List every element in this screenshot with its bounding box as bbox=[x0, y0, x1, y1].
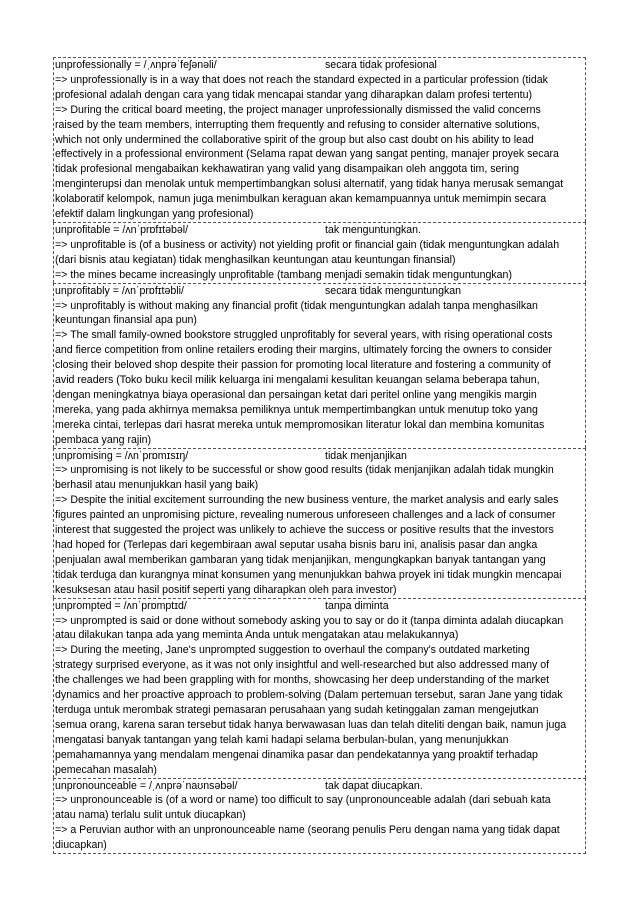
entry-header bbox=[55, 223, 584, 238]
dictionary-entry bbox=[53, 57, 586, 222]
entry-line: terduga untuk merombak strategi pemasaran perusahaan yang sudah ketinggalan zaman mengejutkan bbox=[55, 703, 539, 716]
entry-line: pembaca yang rajin) bbox=[55, 433, 151, 446]
entry-line: => unpronounceable is (of a word or name) too difficult to say (unpronounceable adalah (dari sebuah kata bbox=[55, 794, 551, 807]
entry-line: interest that suggested the project was unlikely to achieve the success or positive results that the investors bbox=[55, 524, 554, 537]
entry-line: atau dilakukan tanpa ada yang meminta Anda untuk mengatakan atau melakukannya) bbox=[55, 629, 459, 642]
entry-line: => unpromising is not likely to be successful or show good results (tidak menjanjikan adalah tidak mungkin bbox=[55, 464, 554, 477]
headword-pronunciation: unprofessionally = /ˌʌnprəˈfeʃənəli/ bbox=[55, 59, 217, 71]
headword-pronunciation: unprompted = /ʌnˈprɒmptɪd/ bbox=[55, 599, 187, 612]
entry-line: pemahamannya yang mendalam mengenai dinamika pasar dan pendekatannya yang proaktif terhadap bbox=[55, 748, 538, 761]
entry-line: raised by the team members, interrupting them frequently and refusing to consider alternative solutions, bbox=[55, 118, 540, 131]
dictionary-entry bbox=[53, 598, 586, 778]
entry-line: figures painted an unpromising picture, revealing numerous unforeseen challenges and a lack of consumer bbox=[55, 509, 556, 522]
entry-line: mengatasi banyak tantangan yang telah kami hadapi selama berbulan-bulan, yang menunjukkan bbox=[55, 733, 509, 746]
entry-line: efektif dalam lingkungan yang profesional) bbox=[55, 208, 254, 221]
translation: secara tidak menguntungkan bbox=[325, 284, 462, 297]
entry-line: closing their beloved shop despite their passion for promoting local literature and fostering a community of bbox=[55, 359, 551, 372]
entry-line: tidak profesional mengabaikan kekhawatiran yang valid yang disampaikan oleh anggota tim, sering bbox=[55, 163, 520, 176]
translation: tak menguntungkan. bbox=[325, 223, 422, 236]
entry-header bbox=[55, 779, 584, 794]
translation: tanpa diminta bbox=[325, 599, 389, 612]
entry-line: => During the critical board meeting, the project manager unprofessionally dismissed the valid concerns bbox=[55, 103, 541, 116]
entry-header bbox=[55, 449, 584, 464]
entry-line: the challenges we had been grappling with for months, showcasing her deep understanding of the market bbox=[55, 674, 550, 687]
entry-line: => unprofitable is (of a business or activity) not yielding profit or financial gain (tidak menguntungkan adalah bbox=[55, 238, 560, 251]
entry-line: => The small family-owned bookstore struggled unprofitably for several years, with rising operational costs bbox=[55, 329, 553, 342]
entry-line: => unprofitably is without making any financial profit (tidak menguntungkan adalah tanpa menghasilkan bbox=[55, 299, 538, 312]
entry-line: semua orang, karena saran tersebut tidak hanya berwawasan luas dan telah diteliti dengan baik, namun juga bbox=[55, 718, 567, 731]
entry-line: => unprompted is said or done without somebody asking you to say or do it (tanpa diminta adalah diucapkan bbox=[55, 614, 564, 627]
entry-header bbox=[55, 284, 584, 299]
entry-line: pemecahan masalah) bbox=[55, 763, 157, 776]
entry-line: => Despite the initial excitement surrounding the new business venture, the market analysis and early sales bbox=[55, 494, 559, 507]
translation: secara tidak profesional bbox=[325, 59, 437, 71]
entry-line: penjualan awal memberikan gambaran yang tidak menjanjikan, mengungkapkan banyak tantangan yang bbox=[55, 553, 546, 566]
entry-line: => unprofessionally is in a way that does not reach the standard expected in a particular profession (tidak bbox=[55, 73, 548, 86]
entry-line: avid readers (Toko buku kecil milik keluarga ini mengalami kesulitan keuangan selama beberapa tahun, bbox=[55, 374, 540, 387]
entry-line: keuntungan finansial apa pun) bbox=[55, 314, 197, 327]
entry-line: diucapkan) bbox=[55, 839, 107, 852]
entry-line: tidak terduga dan kurangnya minat konsumen yang menunjukkan bahwa proyek ini tidak mungkin mencapai bbox=[55, 568, 562, 581]
entry-line: kesuksesan atau hasil positif seperti yang diharapkan oleh para investor) bbox=[55, 583, 397, 596]
entry-line: had hoped for (Terlepas dari kegembiraan awal seputar usaha bisnis baru ini, analisis pasar dan angka bbox=[55, 539, 538, 551]
entry-header bbox=[55, 599, 584, 614]
headword-pronunciation: unprofitably = /ʌnˈprɒfɪtəbli/ bbox=[55, 284, 184, 297]
entry-line: => a Peruvian author with an unpronounceable name (seorang penulis Peru dengan nama yang tidak dapat bbox=[55, 824, 560, 837]
entry-line: => the mines became increasingly unprofitable (tambang menjadi semakin tidak menguntungkan) bbox=[55, 268, 512, 281]
dictionary-entry bbox=[53, 222, 586, 283]
entry-line: profesional adalah dengan cara yang tidak mencapai standar yang diharapkan dalam profesi tertentu) bbox=[55, 88, 533, 101]
entry-line: effectively in a professional environment (Selama rapat dewan yang sangat penting, manajer proyek secara bbox=[55, 148, 559, 161]
entry-line: which not only undermined the collaborative spirit of the group but also cast doubt on his ability to lead bbox=[55, 133, 534, 146]
entry-header bbox=[55, 58, 584, 73]
entry-line: dynamics and her proactive approach to problem-solving (Dalam pertemuan tersebut, saran Jane yang tidak bbox=[55, 689, 563, 702]
entry-line: menginterupsi dan menolak untuk mempertimbangkan solusi alternatif, yang tidak hanya merusak semangat bbox=[55, 178, 564, 191]
entry-line: berhasil atau menunjukkan hasil yang baik) bbox=[55, 479, 259, 492]
headword-pronunciation: unprofitable = /ʌnˈprɒfɪtəbəl/ bbox=[55, 223, 189, 236]
translation: tak dapat diucapkan. bbox=[325, 779, 423, 792]
entry-line: => During the meeting, Jane's unprompted suggestion to overhaul the company's outdated marketing bbox=[55, 644, 530, 657]
dictionary-entry bbox=[53, 283, 586, 448]
entry-line: dengan meningkatnya biaya operasional dan persaingan ketat dari peritel online yang mengikis margin bbox=[55, 388, 537, 401]
entry-line: mereka, yang pada akhirnya memaksa pemiliknya untuk mempertimbangkan untuk menutup toko yang bbox=[55, 403, 538, 416]
entry-line: mereka cintai, terlepas dari hasrat mereka untuk mempromosikan literatur lokal dan membina komunitas bbox=[55, 418, 545, 431]
entry-line: strategy surprised everyone, as it was not only insightful and well-researched but also addressed many of bbox=[55, 659, 550, 672]
entry-line: atau nama) terlalu sulit untuk diucapkan) bbox=[55, 809, 246, 822]
dictionary-entry bbox=[53, 448, 586, 598]
dictionary-document bbox=[53, 57, 586, 854]
translation: tidak menjanjikan bbox=[325, 449, 407, 462]
entry-line: (dari bisnis atau kegiatan) tidak menghasilkan keuntungan atau keuntungan finansial) bbox=[55, 253, 456, 266]
entry-line: and fierce competition from online retailers eroding their margins, ultimately forcing the owners to consider bbox=[55, 344, 552, 357]
dictionary-entry bbox=[53, 778, 586, 855]
headword-pronunciation: unpronounceable = /ˌʌnprəˈnaʊnsəbəl/ bbox=[55, 779, 238, 792]
headword-pronunciation: unpromising = /ʌnˈprɒmɪsɪŋ/ bbox=[55, 449, 189, 462]
entry-line: kolaboratif kelompok, namun juga menimbulkan keraguan akan kemampuannya untuk memimpin secara bbox=[55, 193, 547, 206]
